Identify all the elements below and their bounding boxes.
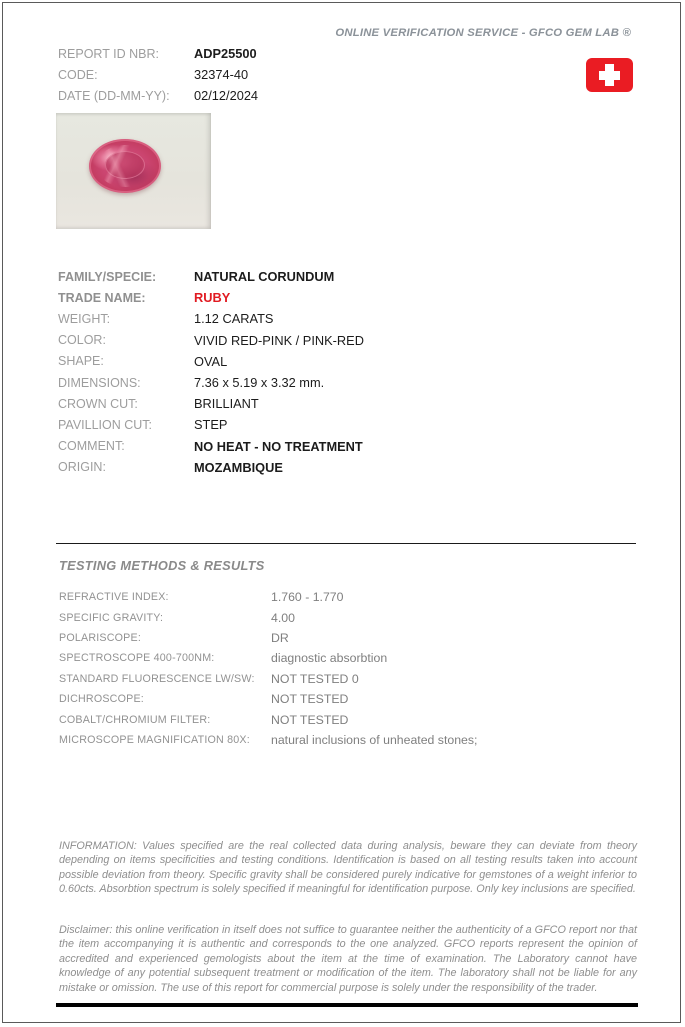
weight-value: 1.12 CARATS [194, 311, 274, 327]
pavillion-cut-value: STEP [194, 417, 228, 433]
gem-report-page [2, 2, 681, 1023]
gem-photo [56, 113, 211, 229]
pavillion-cut-label: PAVILLION CUT: [58, 417, 153, 432]
family-value: NATURAL CORUNDUM [194, 269, 335, 285]
code-row [58, 64, 398, 85]
microscope-value: natural inclusions of unheated stones; [271, 732, 478, 747]
date-value: 02/12/2024 [194, 88, 259, 103]
specific-gravity-value: 4.00 [271, 610, 295, 625]
origin-label: ORIGIN: [58, 460, 106, 475]
polariscope-label: POLARISCOPE: [59, 631, 141, 644]
ident-row [58, 414, 478, 435]
ident-row [58, 287, 478, 308]
specific-gravity-label: SPECIFIC GRAVITY: [59, 611, 164, 624]
ident-row [58, 457, 478, 478]
ident-row [58, 393, 478, 414]
ident-row [58, 330, 478, 351]
origin-value: MOZAMBIQUE [194, 459, 283, 475]
test-row [59, 669, 619, 689]
date-label: DATE (DD-MM-YY): [58, 88, 170, 103]
cobalt-filter-label: COBALT/CHROMIUM FILTER: [59, 713, 211, 726]
ident-row [58, 436, 478, 457]
report-id-row [58, 43, 398, 64]
refractive-index-label: REFRACTIVE INDEX: [59, 591, 169, 604]
dichroscope-value: NOT TESTED [271, 692, 349, 707]
color-value: VIVID RED-PINK / PINK-RED [194, 332, 364, 348]
family-label: FAMILY/SPECIE: [58, 269, 157, 284]
test-row [59, 587, 619, 607]
comment-label: COMMENT: [58, 439, 125, 454]
ident-row [58, 308, 478, 329]
spectroscope-label: SPECTROSCOPE 400-700NM: [59, 652, 215, 665]
microscope-label: MICROSCOPE MAGNIFICATION 80X: [59, 733, 250, 746]
dimensions-value: 7.36 x 5.19 x 3.32 mm. [194, 375, 325, 391]
report-id-label: REPORT ID NBR: [58, 46, 159, 61]
weight-label: WEIGHT: [58, 311, 111, 326]
code-value: 32374-40 [194, 67, 249, 82]
dichroscope-label: DICHROSCOPE: [59, 693, 144, 706]
information-paragraph: INFORMATION: Values specified are the real collected data during analysis, beware they can deviate from theory depending on items specificities and testing conditions. Identification is based on all testing results taken into account possible deviation from theory. Specific gravity shall be considered purely indicative for gemstones of a weight inferior to 0.60cts. Absorbtion spectrum is solely specified if meaningful for identification purpose. Only key inclusions are specified. [59, 840, 637, 896]
report-id-value: ADP25500 [194, 46, 257, 61]
crown-cut-value: BRILLIANT [194, 396, 259, 412]
test-row [59, 709, 619, 729]
test-row [59, 628, 619, 648]
swiss-flag-icon [586, 58, 633, 92]
trade-name-value: RUBY [194, 290, 231, 306]
polariscope-value: DR [271, 630, 289, 645]
bottom-rule [56, 1003, 638, 1007]
identification-section [58, 266, 478, 478]
spectroscope-value: diagnostic absorbtion [271, 651, 388, 666]
shape-value: OVAL [194, 353, 228, 369]
date-row [58, 85, 398, 106]
testing-section [59, 587, 619, 750]
section-divider [56, 543, 636, 544]
code-label: CODE: [58, 67, 98, 82]
dimensions-label: DIMENSIONS: [58, 375, 141, 390]
fluorescence-value: NOT TESTED 0 [271, 671, 359, 686]
ident-row [58, 351, 478, 372]
color-label: COLOR: [58, 333, 106, 348]
ident-row [58, 266, 478, 287]
ident-row [58, 372, 478, 393]
crown-cut-label: CROWN CUT: [58, 396, 138, 411]
test-row [59, 689, 619, 709]
test-row [59, 607, 619, 627]
page-title: ONLINE VERIFICATION SERVICE - GFCO GEM LAB ® [335, 27, 631, 39]
report-meta [58, 43, 398, 106]
cobalt-filter-value: NOT TESTED [271, 712, 349, 727]
refractive-index-value: 1.760 - 1.770 [271, 590, 344, 605]
gem-image [89, 139, 161, 193]
testing-section-heading: TESTING METHODS & RESULTS [59, 558, 265, 573]
disclaimer-paragraph: Disclaimer: this online verification in itself does not suffice to guarantee neither the authenticity of a GFCO report nor that the item accompanying it is authentic and corresponds to the one analyzed. GFCO reports represent the opinion of accredited and experienced gemologists about the item at the time of examination. The Laboratory cannot have knowledge of any potential subsequent treatment or modification of the item. The laboratory shall not be liable for any mistake or omission. The use of this report for commercial purpose is solely under the responsibility of the trader. [59, 924, 637, 994]
fluorescence-label: STANDARD FLUORESCENCE LW/SW: [59, 672, 255, 685]
test-row [59, 648, 619, 668]
swiss-cross-horizontal [599, 71, 620, 80]
trade-name-label: TRADE NAME: [58, 290, 146, 305]
shape-label: SHAPE: [58, 354, 104, 369]
test-row [59, 730, 619, 750]
comment-value: NO HEAT - NO TREATMENT [194, 438, 363, 454]
